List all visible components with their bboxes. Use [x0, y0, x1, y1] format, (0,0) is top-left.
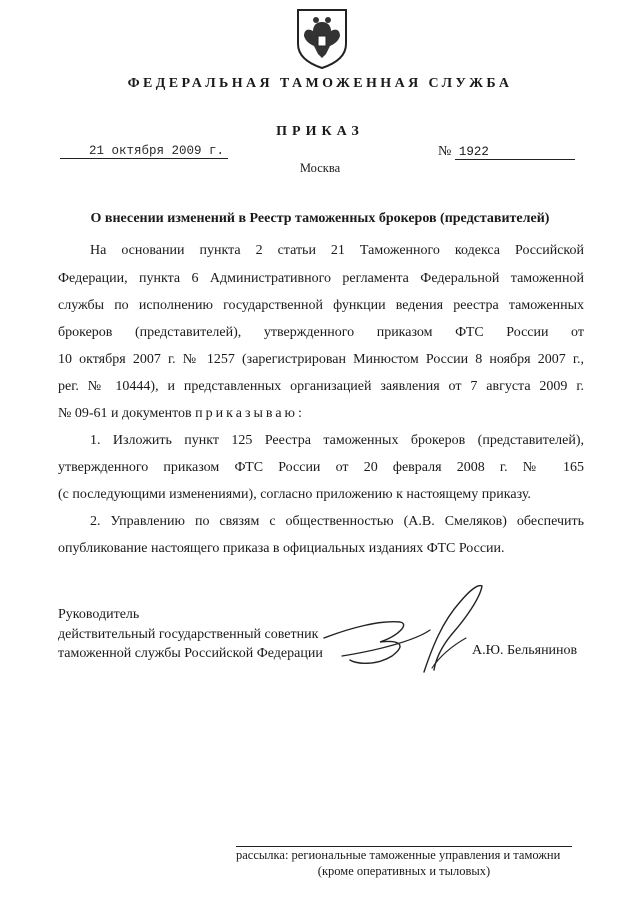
- body-text: № 09-61 и документов: [58, 406, 192, 421]
- organization-name: ФЕДЕРАЛЬНАЯ ТАМОЖЕННАЯ СЛУЖБА: [127, 76, 513, 91]
- order-number: [438, 144, 584, 160]
- distribution-line: рассылка: региональные таможенные управления и таможни: [236, 848, 561, 862]
- body-line: [58, 406, 584, 422]
- item-1-line: утвержденного приказом ФТС России от 20 февраля 2008 г. № 165: [58, 460, 584, 475]
- body-line: службы по исполнению государственной функции ведения реестра таможенных: [58, 298, 584, 313]
- body-line: брокеров (представителей), утвержденного приказом ФТС России от: [58, 325, 584, 340]
- order-word: приказываю:: [195, 406, 305, 421]
- item-2-line: 2. Управлению по связям с общественностью (А.В. Смеляков) обеспечить: [90, 514, 584, 529]
- item-2-line: опубликование настоящего приказа в официальных изданиях ФТС России.: [58, 541, 505, 556]
- body-line: рег. № 10444), и представленных организацией заявления от 7 августа 2009 г.: [58, 379, 584, 394]
- body-line: На основании пункта 2 статьи 21 Таможенного кодекса Российской: [90, 243, 584, 258]
- distribution-rule: [236, 846, 572, 847]
- item-1-line: (с последующими изменениями), согласно приложению к настоящему приказу.: [58, 487, 531, 502]
- distribution-line: (кроме оперативных и тыловых): [317, 864, 491, 878]
- order-number-label: №: [438, 144, 452, 159]
- signer-name: А.Ю. Бельянинов: [472, 643, 578, 658]
- signatory-title-line: таможенной службы Российской Федерации: [58, 646, 323, 662]
- handwritten-signature-icon: [320, 578, 520, 688]
- russian-coat-of-arms-icon: [296, 8, 348, 70]
- order-number-value: 1922: [455, 145, 575, 160]
- order-subject: О внесении изменений в Реестр таможенных брокеров (представителей): [90, 211, 550, 226]
- item-1-line: 1. Изложить пункт 125 Реестра таможенных брокеров (представителей),: [90, 433, 584, 448]
- signatory-title-line: действительный государственный советник: [58, 626, 319, 642]
- signatory-title: [58, 605, 323, 664]
- document-type: ПРИКАЗ: [276, 124, 364, 139]
- body-line: Федерации, пункта 6 Административного регламента Федеральной таможенной: [58, 271, 584, 286]
- body-line: 10 октября 2007 г. № 1257 (зарегистрирован Минюстом России 8 ноября 2007 г.,: [58, 352, 584, 367]
- order-date: 21 октября 2009 г.: [60, 144, 228, 159]
- city: Москва: [299, 161, 341, 175]
- signatory-title-line: Руководитель: [58, 607, 140, 622]
